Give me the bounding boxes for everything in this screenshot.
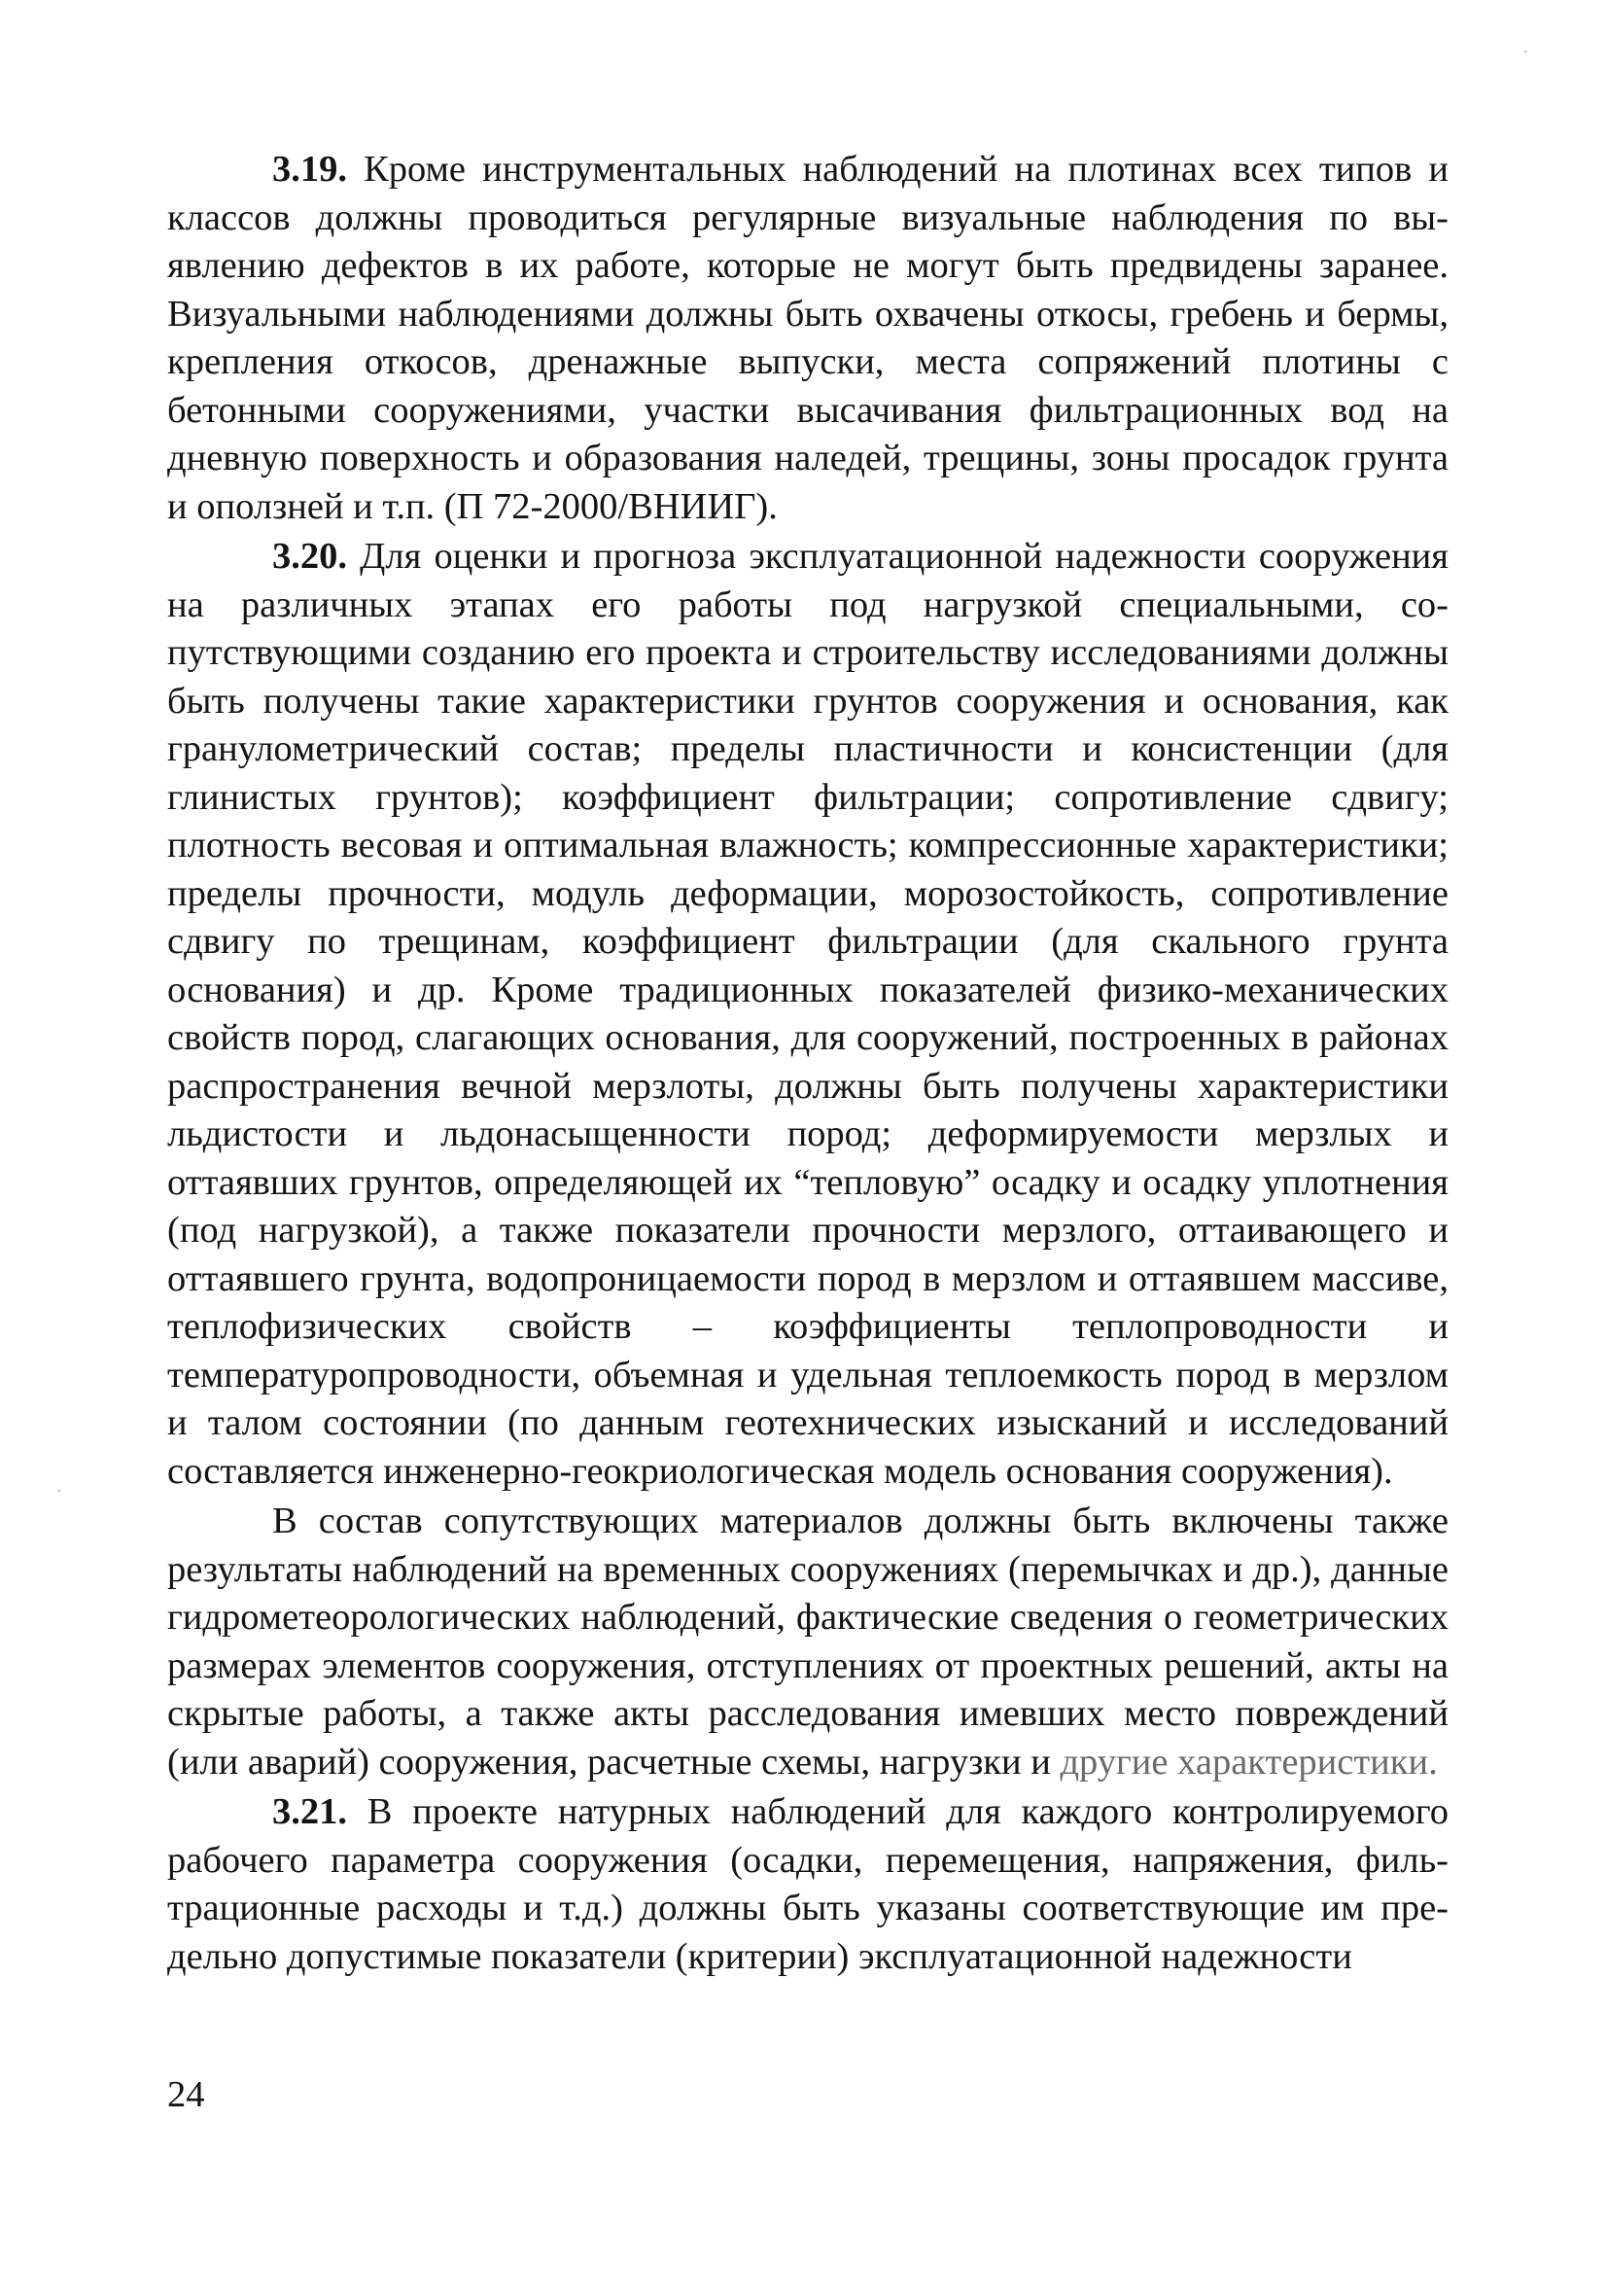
section-number: 3.20. (272, 536, 347, 577)
paragraph-text-faded: другие характеристики. (1060, 1741, 1438, 1783)
paragraph-text: В состав сопутствующих материалов должны быть включены также результаты наблюдений на временных сооружениях (перемычках и др.), данные гидрометеорологических наблюдений, фактические сведения о геометрических размерах элементов сооружения, отступлениях от проектных решений, акты на скрытые работы, а также акты расследования имевших место повреждений (или аварий) сооружения, расчетные схемы, нагрузки и (167, 1501, 1449, 1783)
page-number: 24 (167, 2074, 205, 2115)
paragraph-text: Кроме инструментальных наблюдений на плотинах всех типов и классов должны проводиться регулярные визуальные наблюдения по выявлению дефектов в их работе, которые не могут быть предвидены заранее. Визуальными наблюдениями должны быть охвачены откосы, гребень и бермы, крепления откосов, дренажные выпуски, места сопряжений плотины с бетонными сооружениями, участки высачивания фильтрационных вод на дневную поверхность и образования наледей, трещины, зоны просадок грунта и оползней и т.п. (П 72-2000/ВНИИГ). (167, 149, 1449, 527)
paragraph-materials (167, 1498, 1449, 1786)
paragraph-3-19 (167, 146, 1449, 531)
paragraph-3-21 (167, 1788, 1449, 1981)
section-number: 3.21. (272, 1791, 347, 1832)
section-number: 3.19. (272, 149, 347, 190)
scan-speck (58, 1490, 60, 1492)
body-text (167, 146, 1449, 1981)
paragraph-3-20 (167, 533, 1449, 1496)
scan-speck (1524, 51, 1526, 53)
paragraph-text: В проекте натурных наблюдений для каждого контролируемого рабочего параметра сооружения (осадки, перемещения, напряжения, фильтрационные расходы и т.д.) должны быть указаны соответствующие им предельно допустимые показатели (критерии) эксплуатационной надежности (167, 1791, 1449, 1977)
paragraph-text: Для оценки и прогноза эксплуатационной надежности сооружения на различных этапах его работы под нагрузкой специальными, сопутствующими созданию его проекта и строительству исследованиями должны быть получены такие характеристики грунтов сооружения и основания, как гранулометрический состав; пределы пластичности и консистенции (для глинистых грунтов); коэффициент фильтрации; сопротивление сдвигу; плотность весовая и оптимальная влажность; компрессионные характеристики; пределы прочности, модуль деформации, морозостойкость, сопротивление сдвигу по трещинам, коэффициент фильтрации (для скального грунта основания) и др. Кроме традиционных показателей физико-механических свойств пород, слагающих основания, для сооружений, построенных в районах распространения вечной мерзлоты, должны быть получены характеристики льдистости и льдонасыщенности пород; деформируемости мерзлых и оттаявших грунтов, определяющей их “тепловую” осадку и осадку уплотнения (под нагрузкой), а также показатели прочности мерзлого, оттаивающего и оттаявшего грунта, водопроницаемости пород в мерзлом и оттаявшем массиве, теплофизических свойств – коэффициенты теплопроводности и температуропроводности, объемная и удельная теплоемкость пород в мерзлом и талом состоянии (по данным геотехнических изысканий и исследований составляется инженерно-геокриологическая модель основания сооружения). (167, 536, 1449, 1492)
